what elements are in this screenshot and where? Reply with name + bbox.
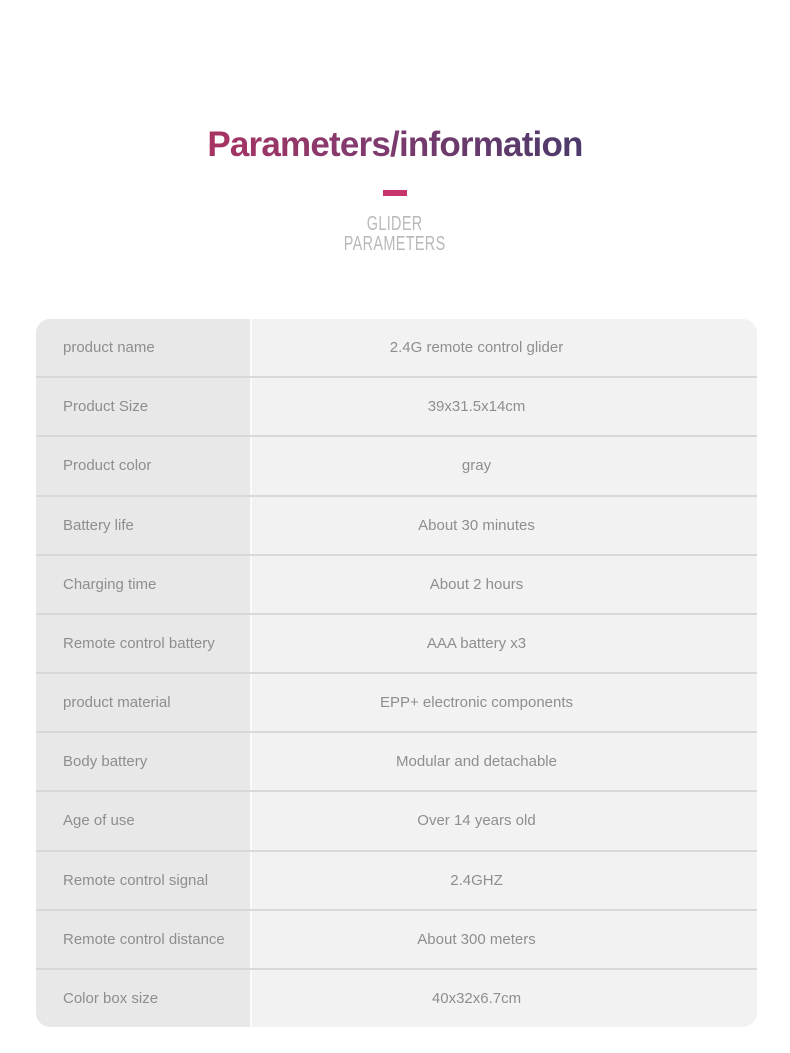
- spec-value: EPP+ electronic components: [250, 674, 757, 731]
- table-row: [36, 911, 757, 970]
- subtitle-line-2: PARAMETERS: [344, 233, 446, 255]
- spec-value: 40x32x6.7cm: [250, 970, 757, 1027]
- spec-value: gray: [250, 437, 757, 494]
- table-row: [36, 319, 757, 378]
- spec-value: 39x31.5x14cm: [250, 378, 757, 435]
- table-row: [36, 378, 757, 437]
- spec-label: Remote control distance: [36, 911, 250, 968]
- table-row: [36, 792, 757, 851]
- table-row: [36, 970, 757, 1027]
- table-row: [36, 615, 757, 674]
- spec-label: Battery life: [36, 497, 250, 554]
- spec-label: product name: [36, 319, 250, 376]
- spec-label: product material: [36, 674, 250, 731]
- page-title: Parameters/information: [0, 125, 790, 165]
- spec-value: Over 14 years old: [250, 792, 757, 849]
- spec-label: Charging time: [36, 556, 250, 613]
- spec-label: Color box size: [36, 970, 250, 1027]
- spec-label: Remote control signal: [36, 852, 250, 909]
- spec-table: [36, 319, 757, 1027]
- table-row: [36, 437, 757, 496]
- spec-label: Product color: [36, 437, 250, 494]
- table-row: [36, 556, 757, 615]
- subtitle-line-1: GLIDER: [367, 213, 423, 235]
- spec-label: Age of use: [36, 792, 250, 849]
- spec-value: Modular and detachable: [250, 733, 757, 790]
- spec-label: Remote control battery: [36, 615, 250, 672]
- table-row: [36, 852, 757, 911]
- spec-value: 2.4G remote control glider: [250, 319, 757, 376]
- spec-value: AAA battery x3: [250, 615, 757, 672]
- spec-value: About 2 hours: [250, 556, 757, 613]
- spec-value: About 30 minutes: [250, 497, 757, 554]
- table-row: [36, 497, 757, 556]
- subtitle-container: [0, 214, 790, 255]
- table-row: [36, 674, 757, 733]
- title-divider-dash: [383, 190, 407, 196]
- spec-value: About 300 meters: [250, 911, 757, 968]
- table-row: [36, 733, 757, 792]
- subtitle: [344, 214, 446, 254]
- spec-label: Body battery: [36, 733, 250, 790]
- spec-label: Product Size: [36, 378, 250, 435]
- spec-value: 2.4GHZ: [250, 852, 757, 909]
